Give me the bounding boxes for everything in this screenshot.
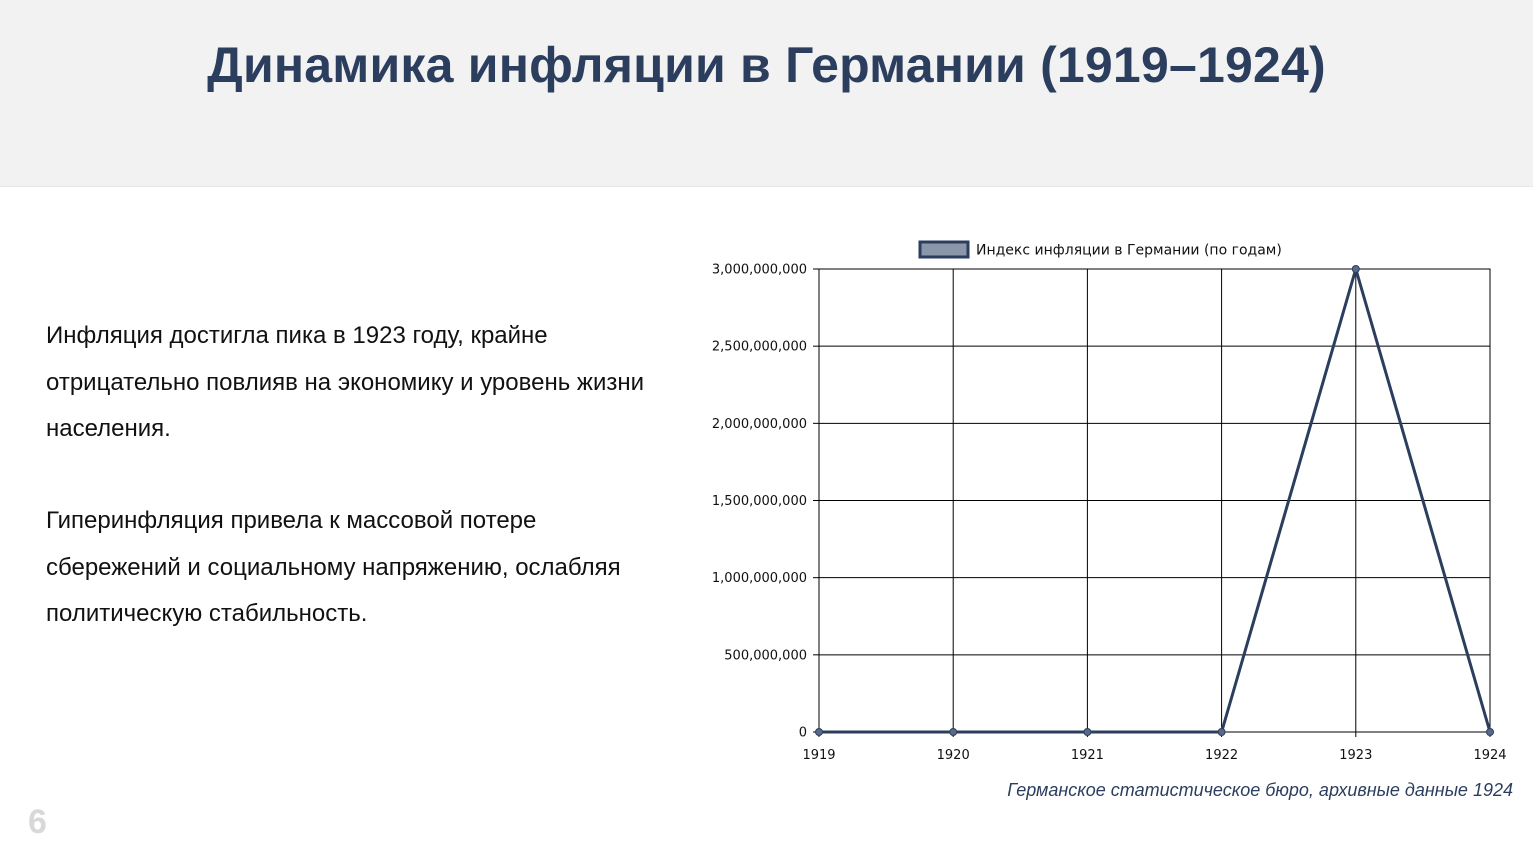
data-point (1487, 729, 1494, 736)
y-axis-ticks (712, 263, 819, 741)
data-point (1352, 266, 1359, 273)
x-tick-label: 1921 (1070, 748, 1104, 763)
y-tick-label: 1,000,000,000 (711, 571, 807, 587)
inflation-line-chart (690, 230, 1520, 775)
x-axis-ticks (802, 732, 1506, 763)
slide-title: Динамика инфляции в Германии (1919–1924) (207, 37, 1326, 93)
chart-grid (819, 269, 1490, 732)
page-number: 6 (28, 803, 47, 841)
y-tick-label: 3,000,000,000 (711, 262, 807, 278)
body-paragraph-consequences: Гиперинфляция привела к массовой потере сбережений и социальному напряжению, ослабляя политическую стабильность. (46, 507, 621, 627)
data-point (1084, 729, 1091, 736)
y-tick-label: 1,500,000,000 (711, 494, 807, 509)
y-tick-label: 500,000,000 (724, 648, 807, 664)
y-tick-label: 2,000,000,000 (711, 416, 807, 432)
x-tick-label: 1920 (936, 748, 970, 763)
slide-header (0, 0, 1533, 187)
x-tick-label: 1919 (802, 748, 836, 763)
x-tick-label: 1923 (1339, 748, 1373, 763)
legend-swatch (920, 242, 968, 257)
legend-label: Индекс инфляции в Германии (по годам) (976, 242, 1282, 259)
x-tick-label: 1924 (1473, 748, 1507, 763)
data-point (1218, 729, 1225, 736)
chart-legend (920, 242, 1282, 259)
body-paragraph-peak: Инфляция достигла пика в 1923 году, крайне отрицательно повлияв на экономику и уровень жизни населения. (46, 322, 645, 442)
data-point (816, 729, 823, 736)
y-tick-label: 2,500,000,000 (711, 339, 807, 355)
data-point (950, 729, 957, 736)
x-tick-label: 1922 (1205, 748, 1239, 763)
y-tick-label: 0 (798, 725, 807, 741)
source-citation: Германское статистическое бюро, архивные данные 1924 (1007, 780, 1513, 800)
